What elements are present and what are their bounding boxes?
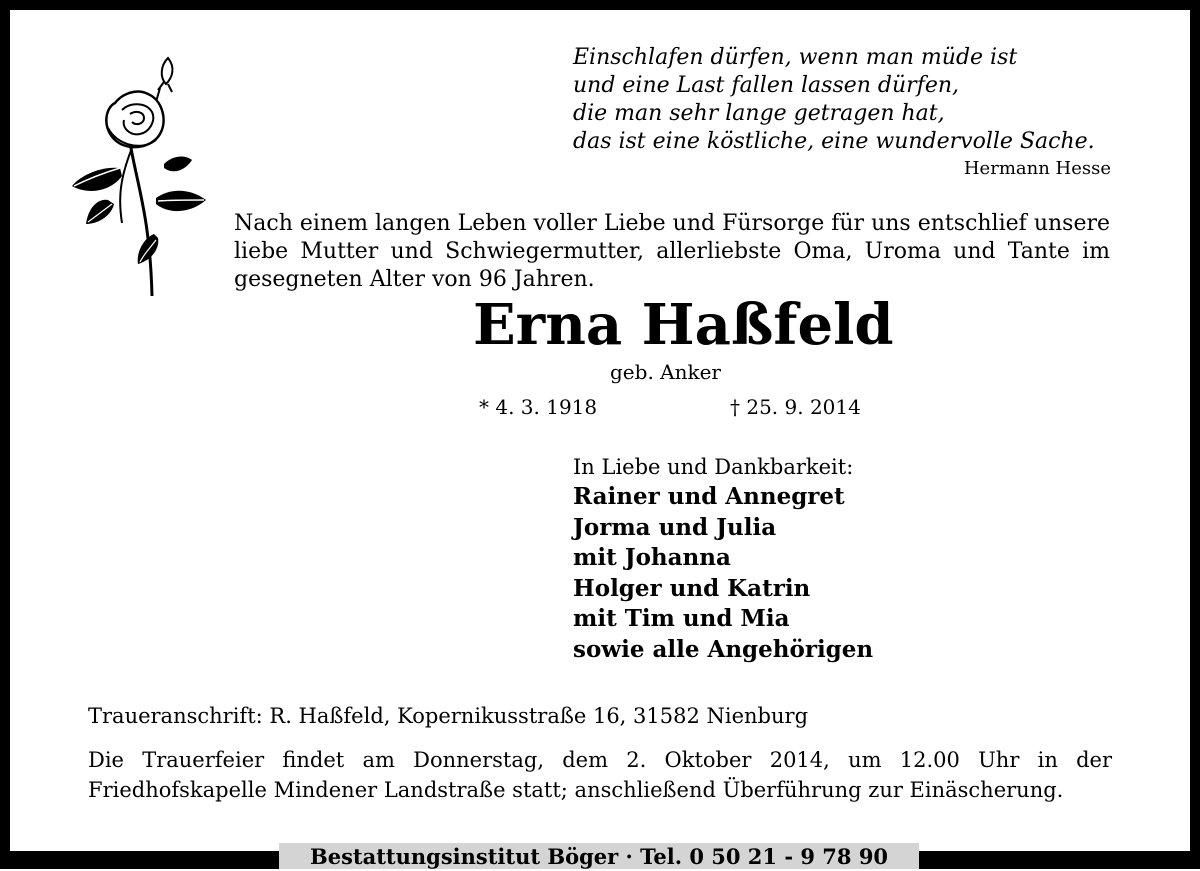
mourner-name: sowie alle Angehörigen bbox=[573, 635, 874, 663]
mourner-name: mit Johanna bbox=[573, 544, 731, 571]
death-date: † 25. 9. 2014 bbox=[730, 395, 861, 419]
intro-text: Nach einem langen Leben voller Liebe und Fürsorge für uns entschlief unsere liebe Mutter und Schwiegermutter, allerliebste Oma, Uroma und Tante im gesegneten Alter von 96 Jahren. bbox=[234, 211, 1110, 292]
mourners bbox=[573, 452, 1133, 665]
mourner-name: mit Tim und Mia bbox=[573, 605, 790, 632]
funeral-home-footer: Bestattungsinstitut Böger · Tel. 0 50 21 - 9 78 90 bbox=[279, 843, 919, 869]
poem-line: und eine Last fallen lassen dürfen, bbox=[573, 73, 960, 98]
poem-line: die man sehr lange getragen hat, bbox=[573, 101, 945, 126]
poem-author: Hermann Hesse bbox=[963, 158, 1111, 179]
rose-icon bbox=[60, 48, 220, 298]
deceased-name: Erna Haßfeld bbox=[473, 292, 894, 358]
mourners-lead: In Liebe und Dankbarkeit: bbox=[573, 455, 854, 479]
poem bbox=[573, 44, 1113, 156]
mourner-name: Holger und Katrin bbox=[573, 574, 811, 602]
ceremony-info: Die Trauerfeier findet am Donnerstag, dem 2. Oktober 2014, um 12.00 Uhr in der Friedhofskapelle Mindener Landstraße statt; anschließend Überführung zur Einäscherung. bbox=[88, 748, 1112, 802]
mourning-address: Traueranschrift: R. Haßfeld, Kopernikusstraße 16, 31582 Nienburg bbox=[88, 704, 809, 728]
poem-line: das ist eine köstliche, eine wundervolle Sache. bbox=[573, 129, 1095, 154]
poem-line: Einschlafen dürfen, wenn man müde ist bbox=[573, 45, 1018, 70]
maiden-name: geb. Anker bbox=[610, 360, 721, 384]
birth-date: * 4. 3. 1918 bbox=[479, 395, 598, 419]
mourner-name: Jorma und Julia bbox=[573, 513, 777, 541]
mourner-name: Rainer und Annegret bbox=[573, 483, 845, 510]
